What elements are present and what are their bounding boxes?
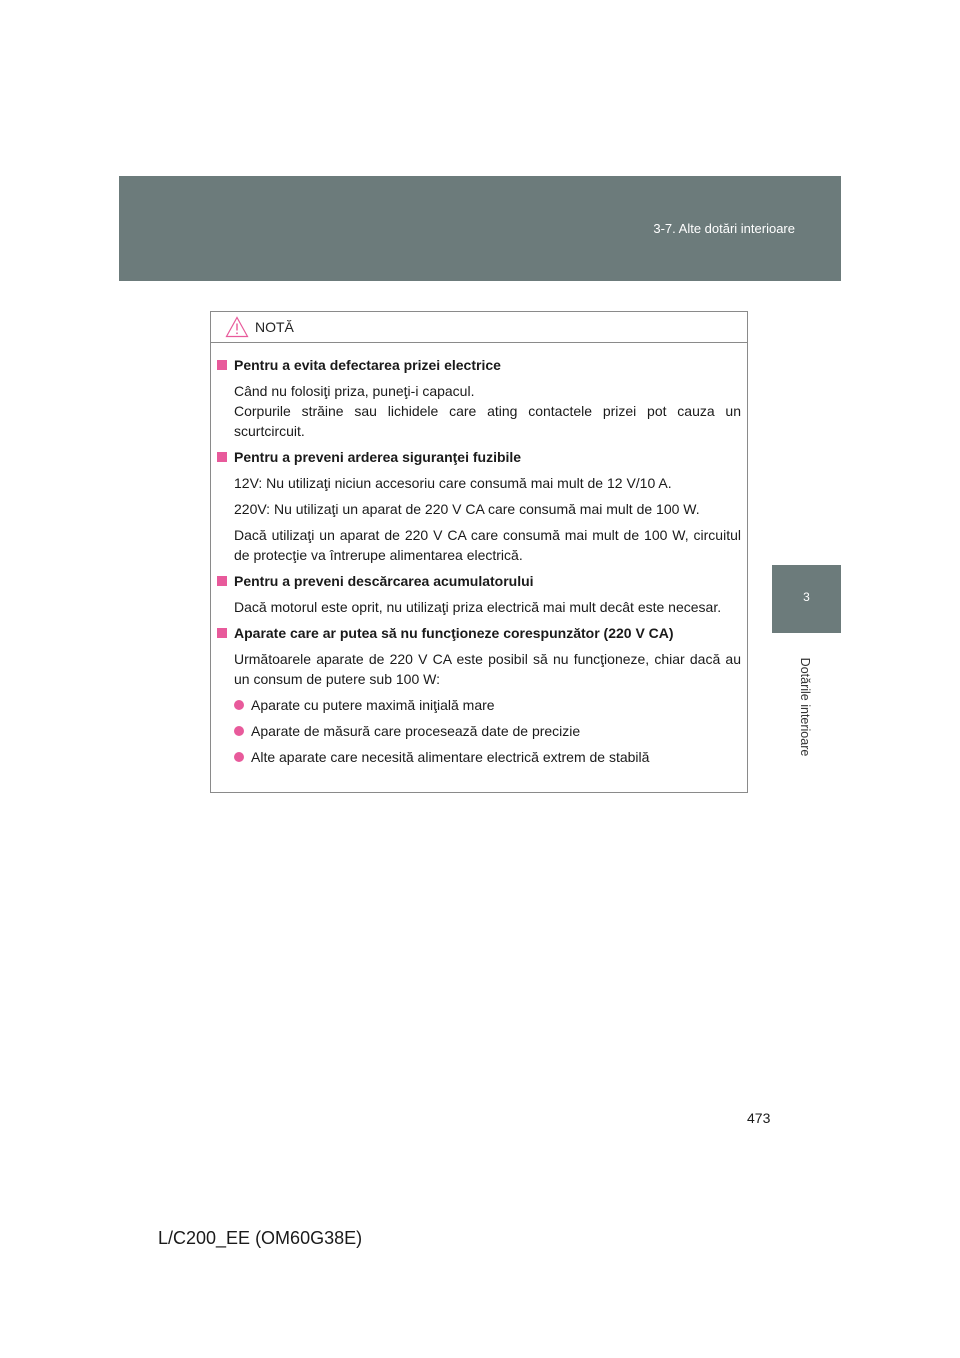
note-section — [217, 355, 741, 441]
note-section — [217, 447, 741, 565]
note-section — [217, 623, 741, 767]
paragraph: Când nu folosiţi priza, puneţi-i capacul. — [234, 383, 475, 399]
section-heading — [217, 355, 741, 375]
note-section — [217, 571, 741, 617]
paragraph: 12V: Nu utilizaţi niciun accesoriu care consumă mai mult de 12 V/10 A. — [234, 475, 672, 491]
chapter-side-label-text: Dotările interioare — [798, 657, 812, 757]
note-box — [210, 311, 748, 793]
list-item — [217, 721, 741, 741]
chapter-side-label — [795, 645, 815, 775]
section-heading-text: Pentru a preveni descărcarea acumulatorului — [234, 573, 534, 589]
paragraph: Dacă motorul este oprit, nu utilizaţi priza electrică mai mult decât este necesar. — [234, 599, 722, 615]
section-heading — [217, 447, 741, 467]
list-item-text: Aparate de măsură care procesează date de precizie — [251, 723, 581, 739]
section-heading — [217, 623, 741, 643]
page-number: 473 — [747, 1110, 771, 1126]
section-heading-text: Aparate care ar putea să nu funcţioneze corespunzător (220 V CA) — [234, 625, 674, 641]
warning-triangle-icon — [225, 316, 249, 338]
circle-bullet-icon — [234, 700, 244, 710]
square-bullet-icon — [217, 452, 227, 462]
document-code: L/C200_EE (OM60G38E) — [158, 1228, 363, 1248]
chapter-tab[interactable] — [772, 565, 841, 633]
paragraph: Dacă utilizaţi un aparat de 220 V CA care consumă mai mult de 100 W, circuitul de protecţie va întrerupe alimentarea electrică. — [234, 527, 741, 563]
list-item-text: Aparate cu putere maximă iniţială mare — [251, 697, 495, 713]
circle-bullet-icon — [234, 726, 244, 736]
note-body — [211, 343, 747, 767]
paragraph: 220V: Nu utilizaţi un aparat de 220 V CA care consumă mai mult de 100 W. — [234, 501, 700, 517]
circle-bullet-icon — [234, 752, 244, 762]
square-bullet-icon — [217, 360, 227, 370]
section-heading-text: Pentru a preveni arderea siguranţei fuzibile — [234, 449, 522, 465]
square-bullet-icon — [217, 576, 227, 586]
paragraph: Următoarele aparate de 220 V CA este posibil să nu funcţioneze, chiar dacă au un consum de putere sub 100 W: — [234, 651, 741, 687]
note-header — [211, 312, 747, 343]
list-item-text: Alte aparate care necesită alimentare electrică extrem de stabilă — [251, 749, 650, 765]
section-heading-text: Pentru a evita defectarea prizei electrice — [234, 357, 501, 373]
list-item — [217, 695, 741, 715]
chapter-number: 3 — [803, 590, 810, 604]
header-band — [119, 176, 841, 281]
list-item — [217, 747, 741, 767]
paragraph: Corpurile străine sau lichidele care ating contactele prizei pot cauza un scurtcircuit. — [234, 403, 741, 439]
square-bullet-icon — [217, 628, 227, 638]
note-title: NOTĂ — [255, 319, 294, 335]
section-title: 3-7. Alte dotări interioare — [653, 221, 795, 236]
section-heading — [217, 571, 741, 591]
